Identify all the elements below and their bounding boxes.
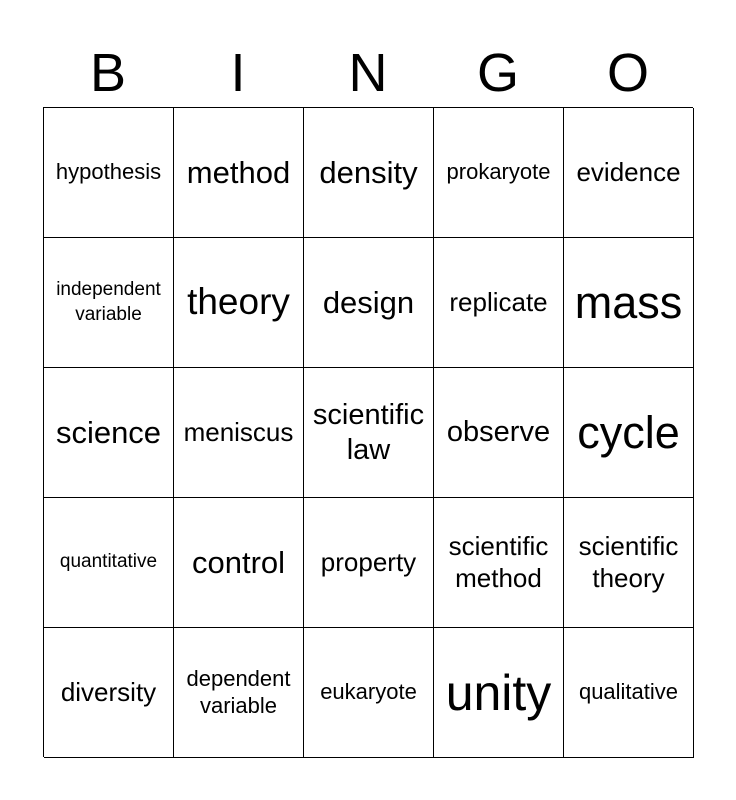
cell-label: scientific theory bbox=[578, 531, 679, 593]
cell-label: property bbox=[320, 546, 417, 577]
bingo-cell[interactable] bbox=[44, 498, 174, 628]
cell-label: dependent variable bbox=[186, 666, 291, 718]
cell-label: mass bbox=[574, 276, 683, 328]
bingo-cell[interactable] bbox=[174, 108, 304, 238]
cell-label: scientific method bbox=[448, 531, 549, 593]
cell-label: method bbox=[186, 154, 291, 190]
cell-label: meniscus bbox=[183, 416, 294, 447]
cell-label: scientific law bbox=[312, 398, 425, 466]
cell-label: hypothesis bbox=[55, 159, 162, 185]
bingo-cell[interactable] bbox=[434, 238, 564, 368]
cell-label: design bbox=[322, 284, 415, 320]
bingo-cell[interactable] bbox=[434, 108, 564, 238]
bingo-cell[interactable] bbox=[304, 498, 434, 628]
bingo-cell[interactable] bbox=[434, 498, 564, 628]
bingo-cell[interactable] bbox=[304, 108, 434, 238]
cell-label: theory bbox=[187, 281, 290, 323]
header-letter-n: N bbox=[348, 43, 388, 103]
cell-label: density bbox=[319, 154, 418, 190]
bingo-cell[interactable] bbox=[304, 368, 434, 498]
bingo-cell[interactable] bbox=[174, 238, 304, 368]
header-letter-b: B bbox=[89, 43, 127, 103]
bingo-cell[interactable] bbox=[564, 628, 694, 758]
cell-label: quantitative bbox=[59, 551, 158, 573]
bingo-cell[interactable] bbox=[304, 238, 434, 368]
bingo-cell[interactable] bbox=[564, 238, 694, 368]
cell-label: control bbox=[191, 544, 286, 580]
bingo-cell[interactable] bbox=[44, 238, 174, 368]
cell-label: science bbox=[55, 414, 162, 450]
cell-label: evidence bbox=[576, 156, 681, 187]
cell-label: qualitative bbox=[578, 679, 679, 705]
bingo-cell[interactable] bbox=[44, 108, 174, 238]
cell-label: unity bbox=[445, 664, 552, 721]
header-letter-g: G bbox=[476, 43, 519, 103]
bingo-cell[interactable] bbox=[564, 108, 694, 238]
bingo-cell[interactable] bbox=[44, 368, 174, 498]
bingo-cell[interactable] bbox=[44, 628, 174, 758]
bingo-cell[interactable] bbox=[564, 498, 694, 628]
header-letter-i: I bbox=[230, 43, 246, 103]
bingo-cell[interactable] bbox=[174, 628, 304, 758]
cell-label: replicate bbox=[449, 286, 548, 317]
bingo-cell[interactable] bbox=[174, 498, 304, 628]
cell-label: diversity bbox=[60, 676, 157, 707]
header-letter-o: O bbox=[606, 43, 649, 103]
bingo-cell[interactable] bbox=[434, 368, 564, 498]
cell-label: observe bbox=[446, 416, 551, 449]
bingo-cell[interactable] bbox=[174, 368, 304, 498]
cell-label: eukaryote bbox=[320, 679, 417, 705]
cell-label: independent variable bbox=[56, 278, 161, 325]
bingo-cell[interactable] bbox=[434, 628, 564, 758]
bingo-cell[interactable] bbox=[564, 368, 694, 498]
bingo-cell[interactable] bbox=[304, 628, 434, 758]
cell-label: cycle bbox=[577, 406, 680, 458]
cell-label: prokaryote bbox=[446, 159, 551, 185]
bingo-header bbox=[43, 38, 693, 108]
bingo-card bbox=[43, 107, 693, 757]
